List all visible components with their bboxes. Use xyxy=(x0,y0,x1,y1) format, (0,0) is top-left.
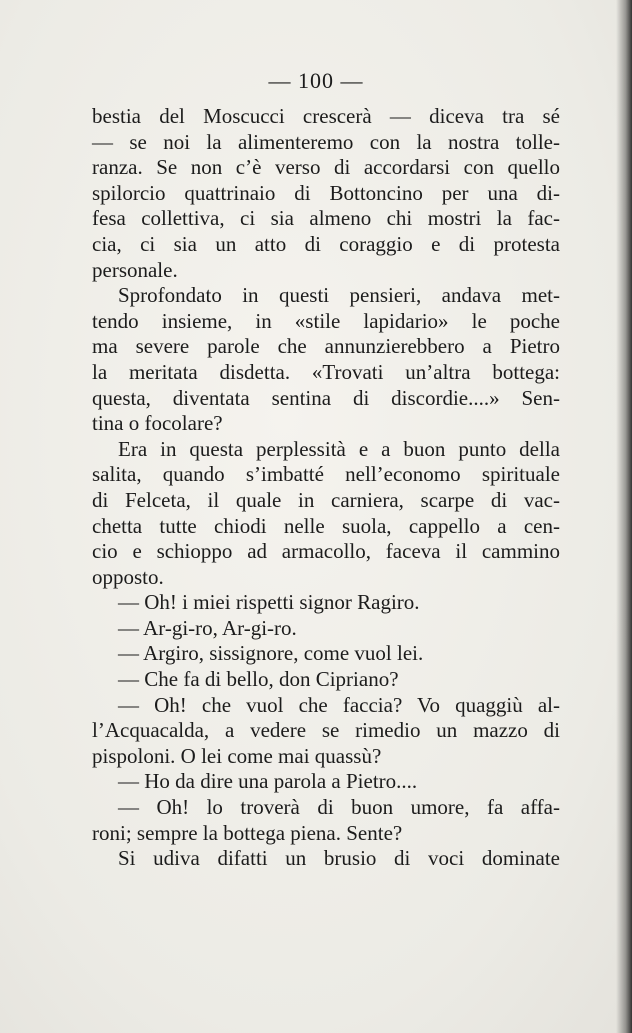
text-line: — Argiro, sissignore, come vuol lei. xyxy=(118,641,424,666)
text-line: ma severe parole che annunzierebbero a Pietro xyxy=(92,334,560,359)
text-line: questa, diventata sentina di discordie....» Sen- xyxy=(92,385,560,410)
text-line: — Che fa di bello, don Cipriano? xyxy=(118,667,399,692)
text-line: Sprofondato in questi pensieri, andava met- xyxy=(118,283,560,308)
text-line: Si udiva difatti un brusio di voci dominate xyxy=(118,846,560,871)
text-line: — Oh! i miei rispetti signor Ragiro. xyxy=(118,590,420,615)
text-line: l’Acquacalda, a vedere se rimedio un mazzo di xyxy=(92,718,560,743)
page-edge-shadow xyxy=(616,0,632,1033)
text-line: personale. xyxy=(92,257,178,282)
text-line: opposto. xyxy=(92,564,164,589)
body-text xyxy=(92,104,560,872)
text-line: tendo insieme, in «stile lapidario» le poche xyxy=(92,308,560,333)
text-line: chetta tutte chiodi nelle suola, cappello a cen- xyxy=(92,513,560,538)
text-line: salita, quando s’imbatté nell’economo spirituale xyxy=(92,462,560,487)
text-line: pispoloni. O lei come mai quassù? xyxy=(92,743,382,768)
text-line: — se noi la alimenteremo con la nostra tolle- xyxy=(92,129,560,154)
text-line: bestia del Moscucci crescerà — diceva tra sé xyxy=(92,104,560,128)
text-line: — Ar-gi-ro, Ar-gi-ro. xyxy=(118,615,297,640)
text-line: roni; sempre la bottega piena. Sente? xyxy=(92,820,403,845)
text-line: cia, ci sia un atto di coraggio e di protesta xyxy=(92,231,560,256)
text-line: ranza. Se non c’è verso di accordarsi con quello xyxy=(92,155,560,180)
text-line: tina o focolare? xyxy=(92,411,223,436)
text-line: spilorcio quattrinaio di Bottoncino per una di- xyxy=(92,180,560,205)
text-line: fesa collettiva, ci sia almeno chi mostri la fac- xyxy=(92,206,560,231)
text-line: — Oh! lo troverà di buon umore, fa affa- xyxy=(118,795,560,820)
text-line: Era in questa perplessità e a buon punto della xyxy=(118,436,560,461)
text-line: — Ho da dire una parola a Pietro.... xyxy=(118,769,418,794)
text-line: — Oh! che vuol che faccia? Vo quaggiù al- xyxy=(118,692,560,717)
page-number: — 100 — xyxy=(268,68,364,93)
text-line: di Felceta, il quale in carniera, scarpe di vac- xyxy=(92,487,560,512)
text-line: cio e schioppo ad armacollo, faceva il cammino xyxy=(92,539,560,564)
text-line: la meritata disdetta. «Trovati un’altra bottega: xyxy=(92,359,560,384)
